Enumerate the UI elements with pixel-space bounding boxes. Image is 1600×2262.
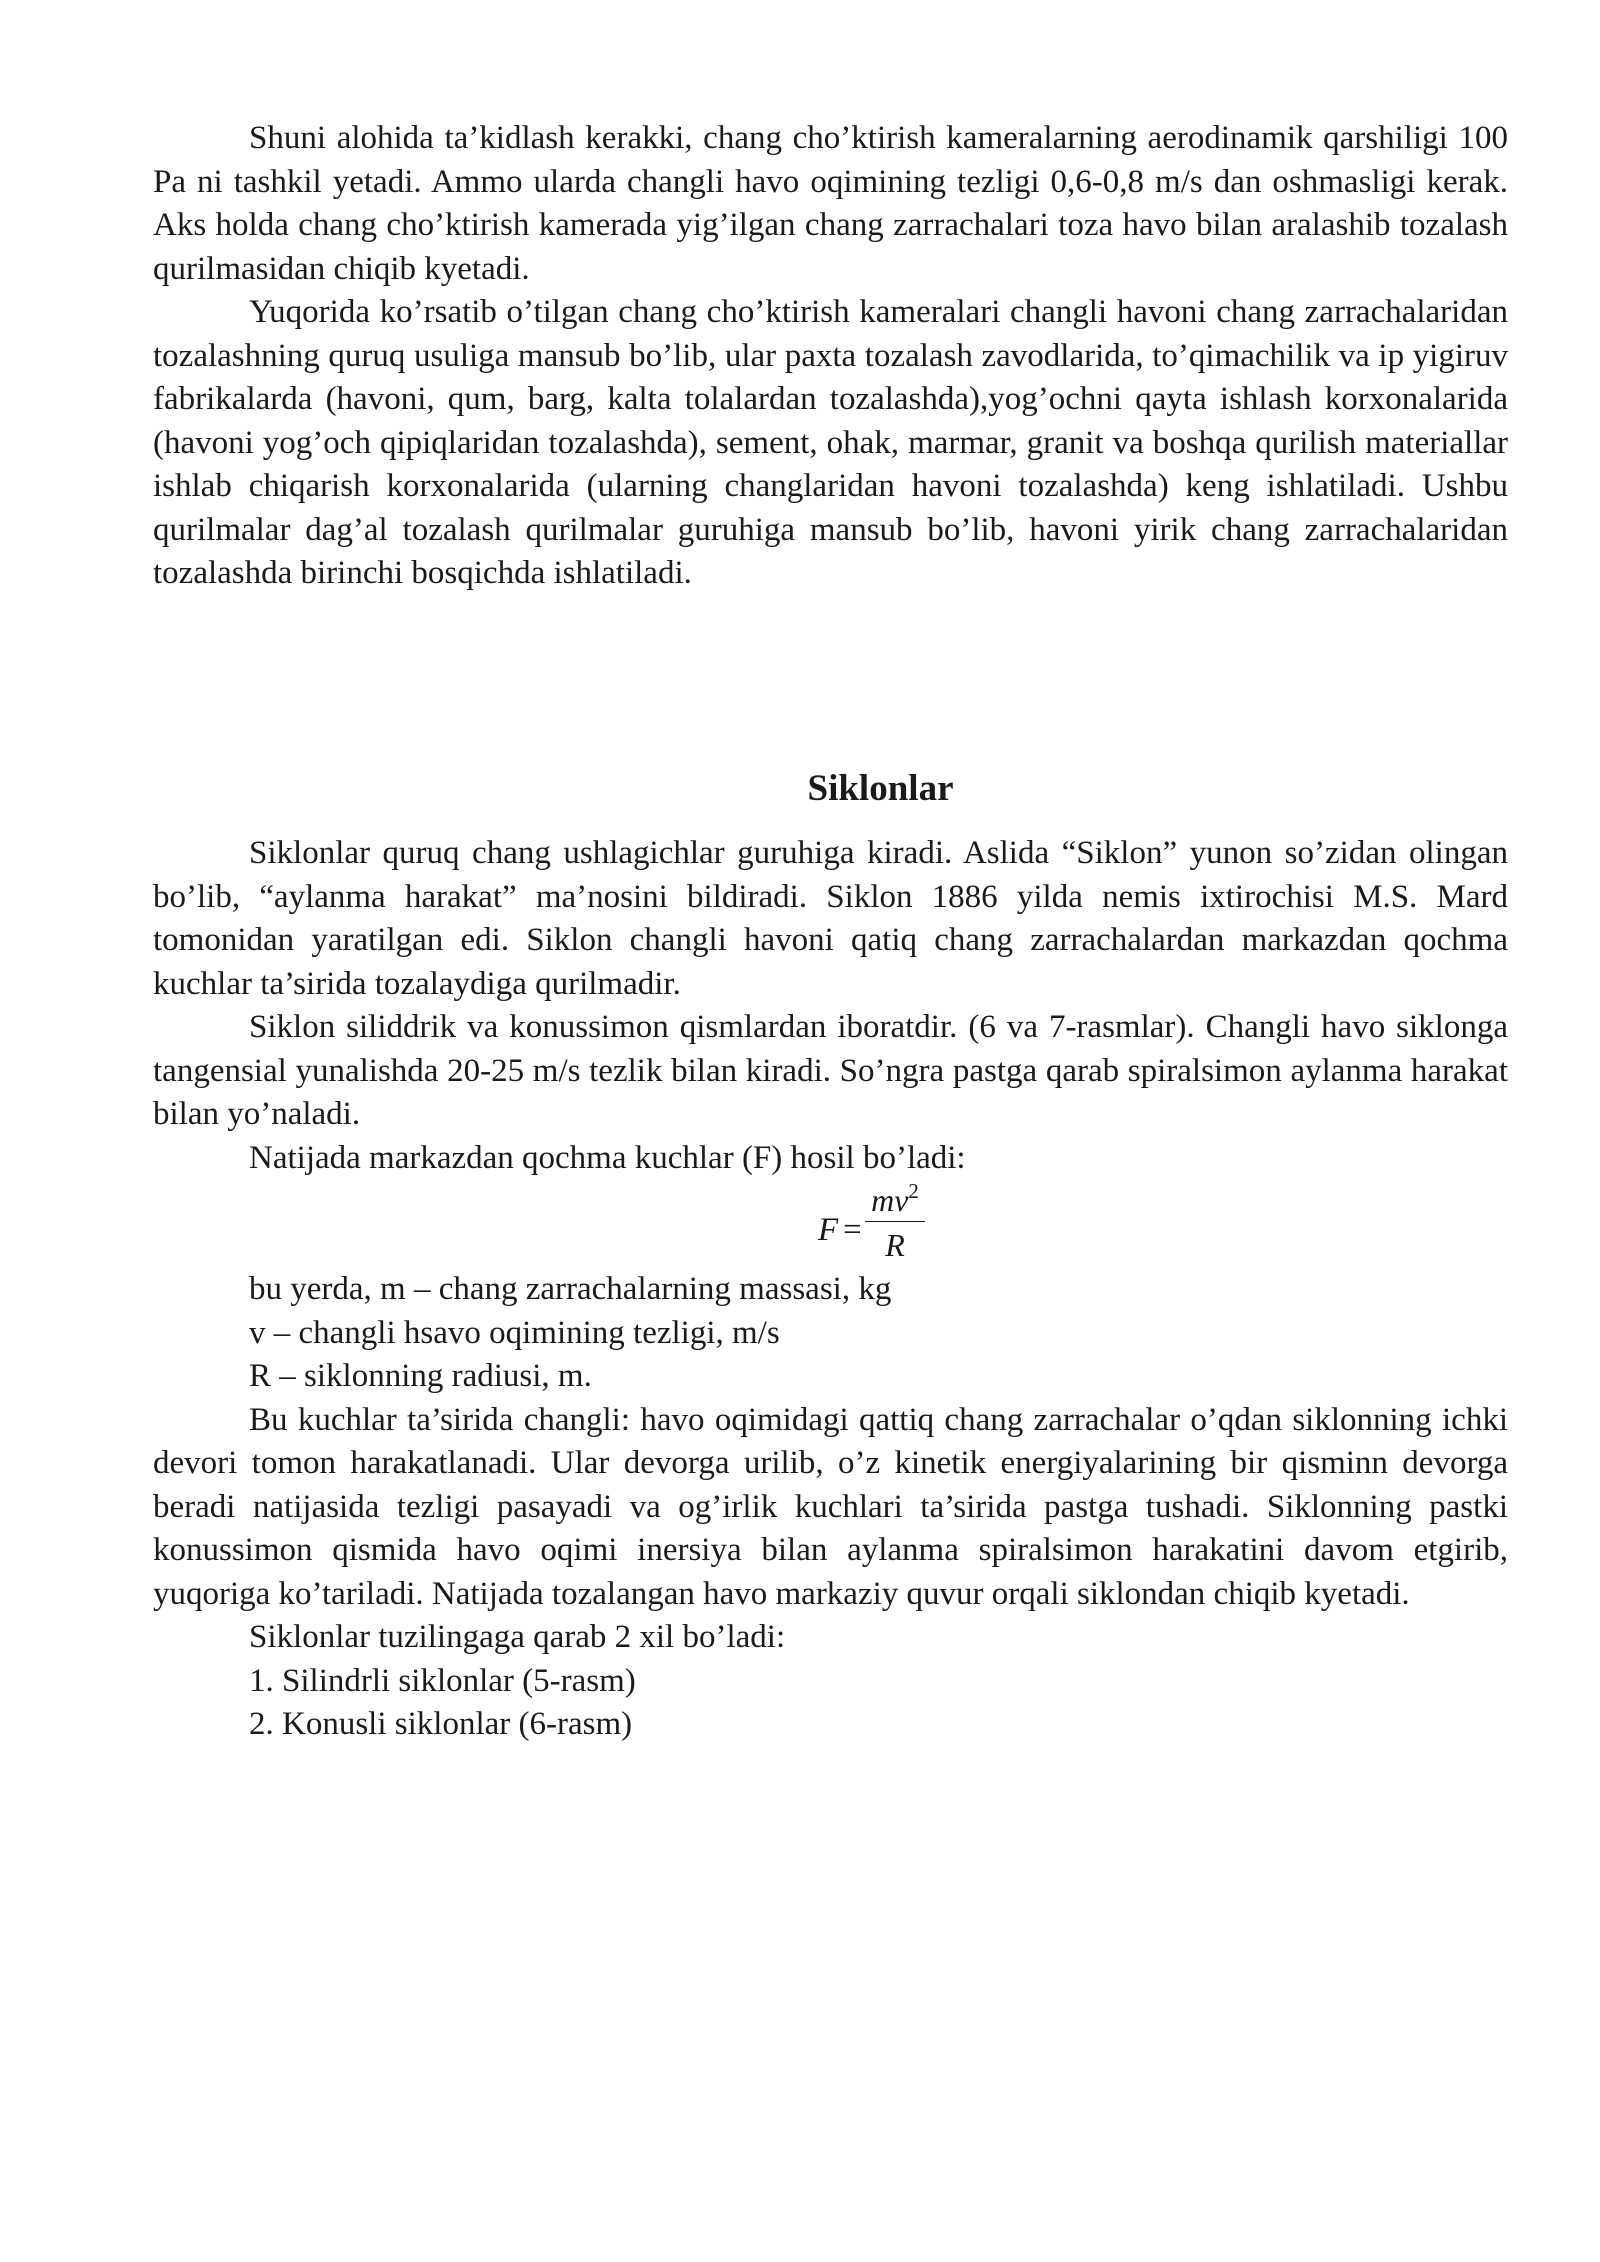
intro-paragraph-1: Shuni alohida ta’kidlash kerakki, chang cho’ktirish kameralarning aerodinamik qarshiligi 100 Pa ni tashkil yetadi. Ammo ularda changli havo oqimining tezligi 0,6-0,8 m/s dan oshmasligi kerak. Aks holda chang cho’ktirish kamerada yig’ilgan chang zarrachalari toza havo bilan aralashib tozalash qurilmasidan chiqib kyetadi. (153, 120, 1508, 287)
formula-fraction-bar (865, 1221, 925, 1222)
where-line-radius: R – siklonning radiusi, m. (249, 1358, 592, 1394)
formula-equals: = (843, 1212, 862, 1248)
formula-lhs: F (818, 1212, 839, 1248)
formula-exponent: 2 (908, 1179, 919, 1203)
section-paragraph-5: Siklonlar tuzilingaga qarab 2 xil bo’ladi: (249, 1619, 786, 1655)
list-item-conical: 2. Konusli siklonlar (6-rasm) (249, 1706, 633, 1742)
intro-paragraph-2: Yuqorida ko’rsatib o’tilgan chang cho’ktirish kameralari changli havoni chang zarrachalaridan tozalashning quruq usuliga mansub bo’lib, ular paxta tozalash zavodlarida, to’qimachilik va ip yigiruv fabrikalarda (havoni, qum, barg, kalta tolalardan tozalashda),yog’ochni qayta ishlash korxonalarida (havoni yog’och qipiqlaridan tozalashda), sement, ohak, marmar, granit va boshqa qurilish materiallar ishlab chiqarish korxonalarida (ularning changlaridan havoni tozalashda) keng ishlatiladi. Ushbu qurilmalar dag’al tozalash qurilmalar guruhiga mansub bo’lib, havoni yirik chang zarrachalaridan tozalashda birinchi bosqichda ishlatiladi. (153, 294, 1508, 591)
where-line-velocity: v – changli hsavo oqimining tezligi, m/s (249, 1314, 780, 1351)
section-paragraph-4: Bu kuchlar ta’sirida changli: havo oqimidagi qattiq chang zarrachalar o’qdan siklonning ichki devori tomon harakatlanadi. Ular devorga urilib, o’z kinetik energiyalarining bir qisminn devorga beradi natijasida tezligi pasayadi va og’irlik kuchlari ta’sirida pastga tushadi. Siklonning pastki konussimon qismida havo oqimi inersiya bilan aylanma spiralsimon harakatini davom etgirib, yuqoriga ko’tariladi. Natijada tozalangan havo markaziy quvur orqali siklondan chiqib kyetadi. (153, 1401, 1508, 1612)
siklonlar-section (153, 832, 1508, 1747)
where-line-mass: bu yerda, m – chang zarrachalarning massasi, kg (249, 1271, 892, 1307)
centrifugal-force-formula (153, 1180, 1508, 1268)
formula-fraction (865, 1180, 925, 1265)
formula-numerator (865, 1180, 925, 1220)
list-item-cylindrical: 1. Silindrli siklonlar (5-rasm) (249, 1662, 636, 1699)
formula-numerator-text: mv (871, 1182, 909, 1218)
section-paragraph-1: Siklonlar quruq chang ushlagichlar guruhiga kiradi. Aslida “Siklon” yunon so’zidan olingan bo’lib, “aylanma harakat” ma’nosini bildiradi. Siklon 1886 yilda nemis ixtirochisi M.S. Mard tomonidan yaratilgan edi. Siklon changli havoni qatiq chang zarrachalardan markazdan qochma kuchlar ta’sirida tozalaydiga qurilmadir. (153, 835, 1508, 1002)
section-paragraph-2: Siklon siliddrik va konussimon qismlardan iboratdir. (6 va 7-rasmlar). Changli havo siklonga tangensial yunalishda 20-25 m/s tezlik bilan kiradi. So’ngra pastga qarab spiralsimon aylanma harakat bilan yo’naladi. (153, 1009, 1508, 1132)
formula-denominator: R (885, 1227, 905, 1263)
section-paragraph-3: Natijada markazdan qochma kuchlar (F) hosil bo’ladi: (249, 1139, 966, 1176)
intro-section (153, 117, 1508, 596)
section-heading: Siklonlar (807, 768, 954, 809)
